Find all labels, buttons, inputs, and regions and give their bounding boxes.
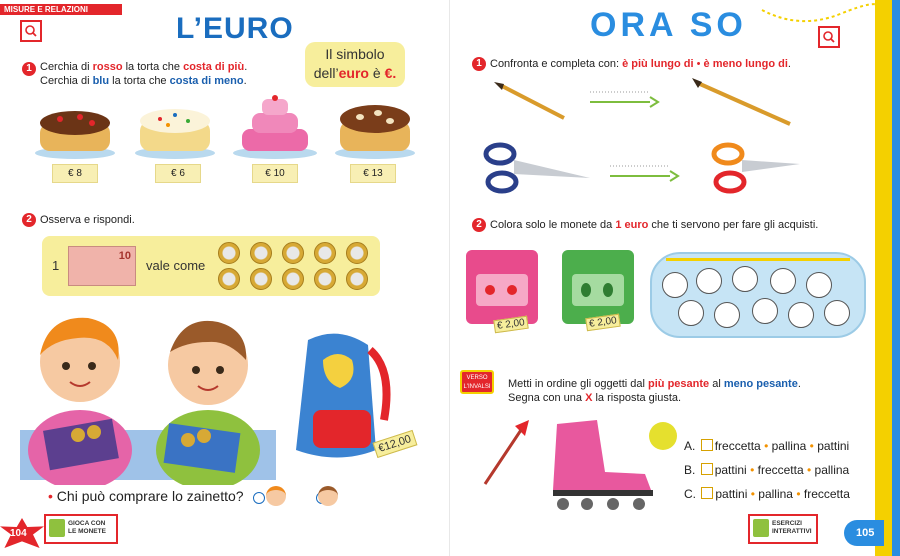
magnifier-icon[interactable] — [20, 20, 42, 42]
coin-1-euro — [314, 242, 336, 264]
cake-price-4: € 13 — [350, 164, 396, 183]
cake-sprinkles[interactable] — [135, 109, 215, 159]
right-page — [450, 0, 900, 556]
game-link-button[interactable] — [44, 514, 118, 544]
coin-1-euro — [314, 268, 336, 290]
backpack-price-tag: €12,00 — [373, 430, 418, 458]
coin-1-euro — [250, 242, 272, 264]
magnifier-icon[interactable] — [818, 26, 840, 48]
banknote-value: 10 — [118, 250, 131, 262]
dotted-decoration — [760, 0, 880, 28]
scissors-blue — [486, 145, 590, 191]
coin-outline[interactable] — [662, 272, 688, 298]
girl-face-icon — [266, 486, 286, 506]
answer-options — [684, 434, 850, 506]
cake-chocolate[interactable] — [35, 111, 115, 159]
snack-pack-pink — [466, 250, 538, 324]
right-exercise-3-instructions: Metti in ordine gli oggetti dal più pesante al meno pesante. Segna con una X la risposta giusta. — [508, 378, 801, 404]
info-line-1: Il simbolo — [325, 46, 385, 62]
game-icon — [49, 519, 65, 537]
pencil-case-zipper — [666, 258, 850, 261]
backpack-question: • Chi può comprare lo zainetto? — [48, 488, 244, 504]
right-exercise-1-number: 1 — [472, 57, 486, 71]
option-b[interactable]: B. pattini • freccetta • pallina — [684, 463, 850, 477]
coin-1-euro — [282, 268, 304, 290]
dart — [485, 420, 529, 484]
coin-1-euro — [346, 242, 368, 264]
coin-outline[interactable] — [770, 268, 796, 294]
coin-1-euro — [250, 268, 272, 290]
brushes-illustration — [490, 72, 850, 132]
page-title: L’EURO — [176, 12, 294, 45]
cakes-illustration[interactable] — [30, 95, 420, 165]
cake-price-1: € 8 — [52, 164, 98, 183]
cake-price-2: € 6 — [155, 164, 201, 183]
snack-price-1: € 2,00 — [493, 316, 528, 334]
exercise-2-number: 2 — [22, 213, 36, 227]
coin-outline[interactable] — [696, 268, 722, 294]
exchange-panel — [42, 236, 380, 296]
weights-illustration — [465, 412, 680, 512]
info-line-2: dell’euro è €. — [313, 65, 397, 81]
scissors-illustration — [480, 138, 850, 198]
info-box — [305, 42, 405, 87]
option-a[interactable]: A. freccetta • pallina • pattini — [684, 439, 850, 453]
option-a-checkbox[interactable] — [701, 439, 713, 451]
right-exercise-1-instructions: Confronta e completa con: è più lungo di • è meno lungo di. — [490, 58, 791, 70]
pencil-case-coins[interactable] — [650, 252, 866, 338]
coin-outline[interactable] — [714, 302, 740, 328]
exchange-count: 1 — [52, 258, 60, 273]
invalsi-badge: VERSO L'INVALSI — [460, 370, 494, 394]
boy-face-icon — [318, 486, 338, 506]
brush-short — [494, 82, 564, 118]
page-number-left-text: 104 — [10, 528, 27, 539]
page-gutter — [449, 0, 450, 556]
tennis-ball — [649, 422, 677, 450]
page-title-ora-so: ORA SO — [590, 6, 747, 44]
coin-outline[interactable] — [752, 298, 778, 324]
exercise-1-instructions: Cerchia di rosso la torta che costa di più. Cerchia di blu la torta che costa di meno. — [40, 61, 248, 87]
exercise-1-number: 1 — [22, 62, 36, 76]
blue-margin-strip — [892, 0, 900, 556]
snack-packs-illustration — [462, 244, 652, 334]
banknote-10-euro — [68, 246, 136, 286]
option-b-checkbox[interactable] — [701, 463, 713, 475]
coin-outline[interactable] — [732, 266, 758, 292]
snack-pack-green — [562, 250, 634, 324]
cake-hazelnut[interactable] — [335, 105, 415, 159]
option-c[interactable]: C. pattini • pallina • freccetta — [684, 487, 850, 501]
cake-pink-tiered[interactable] — [233, 95, 317, 159]
coin-outline[interactable] — [806, 272, 832, 298]
exercises-label: ESERCIZI INTERATTIVI — [772, 520, 812, 535]
section-tag: MISURE E RELAZIONI — [0, 4, 122, 15]
page-number-right-text: 105 — [856, 527, 875, 539]
coin-outline[interactable] — [788, 302, 814, 328]
roller-skate — [553, 420, 653, 510]
vale-come-label: vale come — [146, 258, 206, 273]
coin-outline[interactable] — [824, 300, 850, 326]
coin-1-euro — [282, 242, 304, 264]
exercise-2-instructions: Osserva e rispondi. — [40, 214, 135, 226]
right-exercise-2-number: 2 — [472, 218, 486, 232]
option-c-checkbox[interactable] — [701, 487, 713, 499]
coin-1-euro — [218, 242, 240, 264]
answer-checkbox-girl[interactable] — [253, 492, 265, 504]
coin-1-euro — [218, 268, 240, 290]
right-exercise-2-instructions: Colora solo le monete da 1 euro che ti servono per fare gli acquisti. — [490, 219, 819, 231]
coin-outline[interactable] — [678, 300, 704, 326]
game-link-label: GIOCA CON LE MONETE — [68, 520, 106, 535]
snack-price-2: € 2,00 — [585, 314, 620, 332]
exercises-icon — [753, 519, 769, 537]
interactive-exercises-button[interactable] — [748, 514, 818, 544]
cake-price-3: € 10 — [252, 164, 298, 183]
coin-1-euro — [346, 268, 368, 290]
kids-illustration — [18, 300, 278, 485]
scissors-orange — [714, 145, 800, 191]
brush-long — [692, 78, 790, 124]
